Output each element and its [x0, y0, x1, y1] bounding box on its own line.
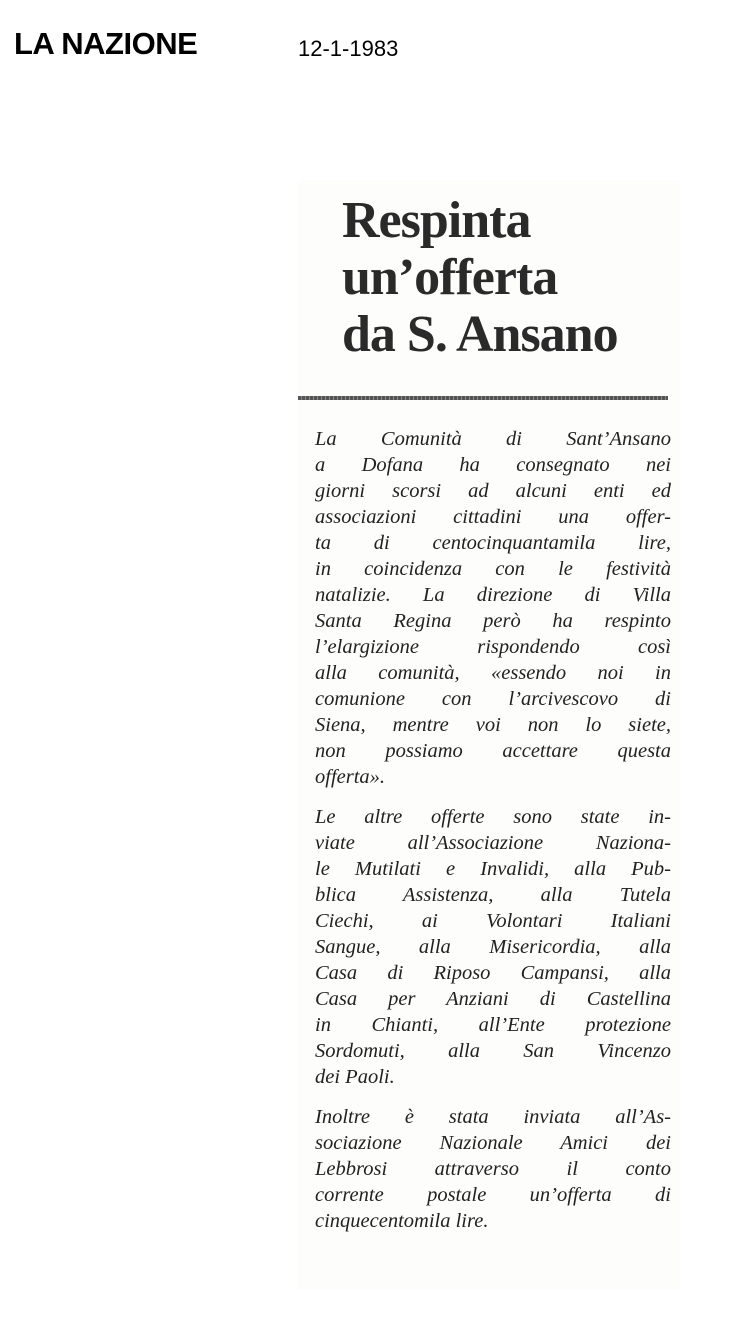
publication-name: LA NAZIONE: [14, 26, 198, 61]
text-line: ta di centocinquantamila lire,: [315, 532, 671, 554]
text-line: Inoltre è stata inviata all’As-: [315, 1106, 671, 1128]
headline-line: un’offerta: [342, 249, 558, 306]
article-paragraph: [315, 426, 671, 790]
article-paragraph: [315, 1104, 671, 1234]
text-line: Santa Regina però ha respinto: [315, 610, 671, 632]
text-line: blica Assistenza, alla Tutela: [315, 884, 671, 906]
text-line: Ciechi, ai Volontari Italiani: [315, 910, 671, 932]
text-line: l’elargizione rispondendo così: [315, 636, 671, 658]
text-line: viate all’Associazione Naziona-: [315, 832, 671, 854]
article-paragraph: [315, 804, 671, 1090]
newspaper-clipping: [298, 180, 680, 1290]
text-line: alla comunità, «essendo noi in: [315, 662, 671, 684]
text-line: comunione con l’arcivescovo di: [315, 688, 671, 710]
text-line: La Comunità di Sant’Ansano: [315, 428, 671, 450]
text-line: Lebbrosi attraverso il conto: [315, 1158, 671, 1180]
text-line: giorni scorsi ad alcuni enti ed: [315, 480, 671, 502]
text-line: in Chianti, all’Ente protezione: [315, 1014, 671, 1036]
headline-line: Respinta: [342, 192, 531, 249]
text-line: Casa di Riposo Campansi, alla: [315, 962, 671, 984]
text-line: Sordomuti, alla San Vincenzo: [315, 1040, 671, 1062]
text-line: le Mutilati e Invalidi, alla Pub-: [315, 858, 671, 880]
publication-date: 12-1-1983: [298, 36, 399, 61]
text-line: Le altre offerte sono state in-: [315, 806, 671, 828]
text-line: sociazione Nazionale Amici dei: [315, 1132, 671, 1154]
text-line: associazioni cittadini una offer-: [315, 506, 671, 528]
text-line: in coincidenza con le festività: [315, 558, 671, 580]
headline-line: da S. Ansano: [342, 306, 618, 363]
article-body: [315, 426, 671, 1248]
text-line: cinquecentomila lire.: [315, 1210, 489, 1232]
text-line: non possiamo accettare questa: [315, 740, 671, 762]
text-line: Siena, mentre voi non lo siete,: [315, 714, 671, 736]
text-line: Casa per Anziani di Castellina: [315, 988, 671, 1010]
text-line: corrente postale un’offerta di: [315, 1184, 671, 1206]
text-line: Sangue, alla Misericordia, alla: [315, 936, 671, 958]
text-line: dei Paoli.: [315, 1066, 395, 1088]
article-headline: [342, 192, 618, 363]
text-line: natalizie. La direzione di Villa: [315, 584, 671, 606]
text-line: a Dofana ha consegnato nei: [315, 454, 671, 476]
headline-divider: [298, 396, 668, 400]
text-line: offerta».: [315, 766, 386, 788]
